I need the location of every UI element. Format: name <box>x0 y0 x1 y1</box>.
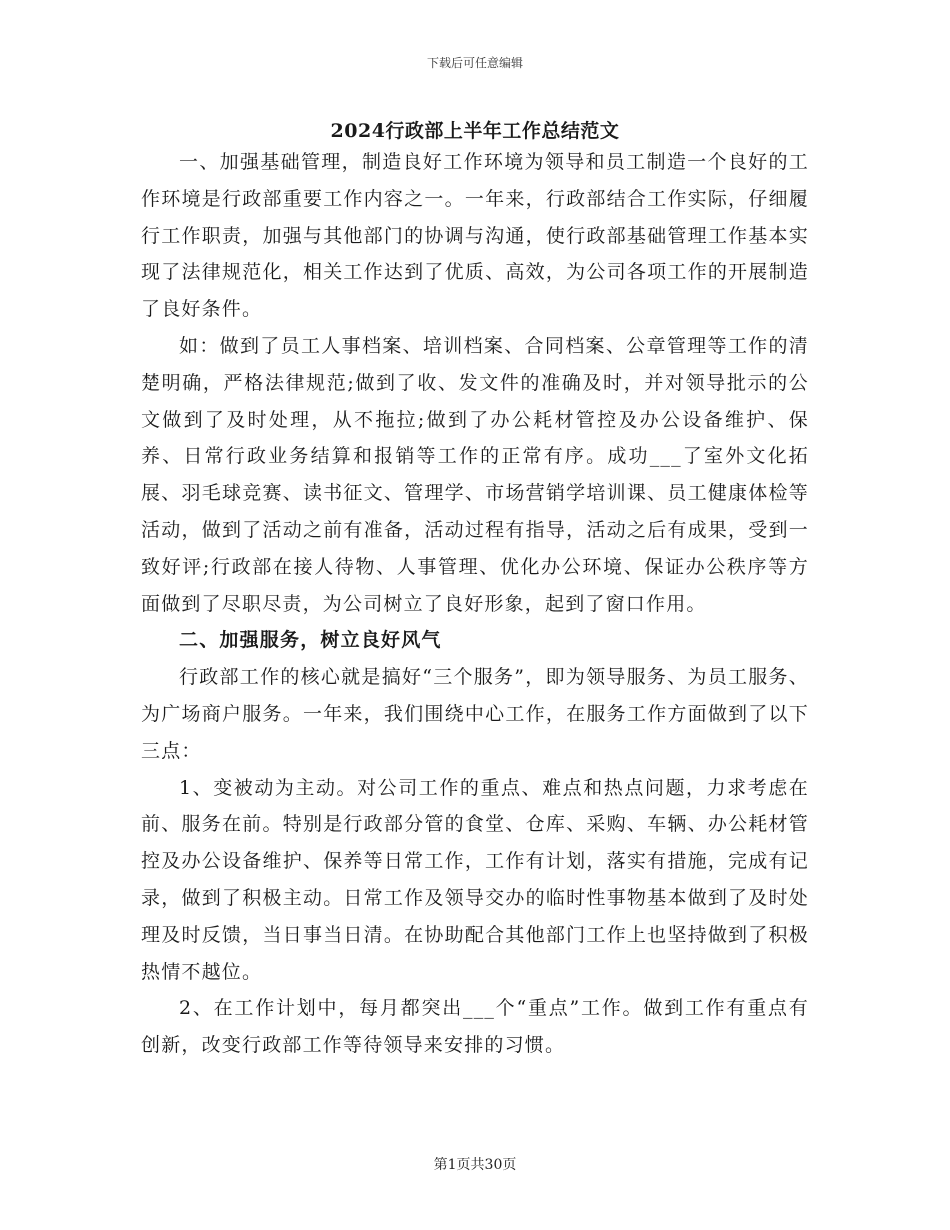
document-body <box>141 144 809 1064</box>
paragraph: 2、在工作计划中，每月都突出___个“重点”工作。做到工作有重点有创新，改变行政部工作等待领导来安排的习惯。 <box>141 997 809 1057</box>
page-footer: 第1页共30页 <box>433 1157 517 1173</box>
document-title: 2024行政部上半年工作总结范文 <box>330 120 620 142</box>
paragraph: 一、加强基础管理，制造良好工作环境为领导和员工制造一个良好的工作环境是行政部重要工作内容之一。一年来，行政部结合工作实际，仔细履行工作职责，加强与其他部门的协调与沟通，使行政部基础管理工作基本实现了法律规范化，相关工作达到了优质、高效，为公司各项工作的开展制造了良好条件。 <box>141 151 809 321</box>
header-note: 下载后可任意编辑 <box>426 56 523 70</box>
section-heading: 二、加强服务，树立良好风气 <box>179 629 442 652</box>
paragraph: 行政部工作的核心就是搞好“三个服务”，即为领导服务、为员工服务、为广场商户服务。一年来，我们围绕中心工作，在服务工作方面做到了以下三点： <box>141 666 809 762</box>
paragraph: 如：做到了员工人事档案、培训档案、合同档案、公章管理等工作的清楚明确，严格法律规范;做到了收、发文件的准确及时，并对领导批示的公文做到了及时处理，从不拖拉;做到了办公耗材管控及办公设备维护、保养、日常行政业务结算和报销等工作的正常有序。成功___了室外文化拓展、羽毛球竞赛、读书征文、管理学、市场营销学培训课、员工健康体检等活动，做到了活动之前有准备，活动过程有指导，活动之后有成果，受到一致好评;行政部在接人待物、人事管理、优化办公环境、保证办公秩序等方面做到了尽职尽责，为公司树立了良好形象，起到了窗口作用。 <box>141 334 809 615</box>
paragraph: 1、变被动为主动。对公司工作的重点、难点和热点问题，力求考虑在前、服务在前。特别是行政部分管的食堂、仓库、采购、车辆、办公耗材管控及办公设备维护、保养等日常工作，工作有计划，落实有措施，完成有记录，做到了积极主动。日常工作及领导交办的临时性事物基本做到了及时处理及时反馈，当日事当日清。在协助配合其他部门工作上也坚持做到了积极热情不越位。 <box>141 776 809 983</box>
